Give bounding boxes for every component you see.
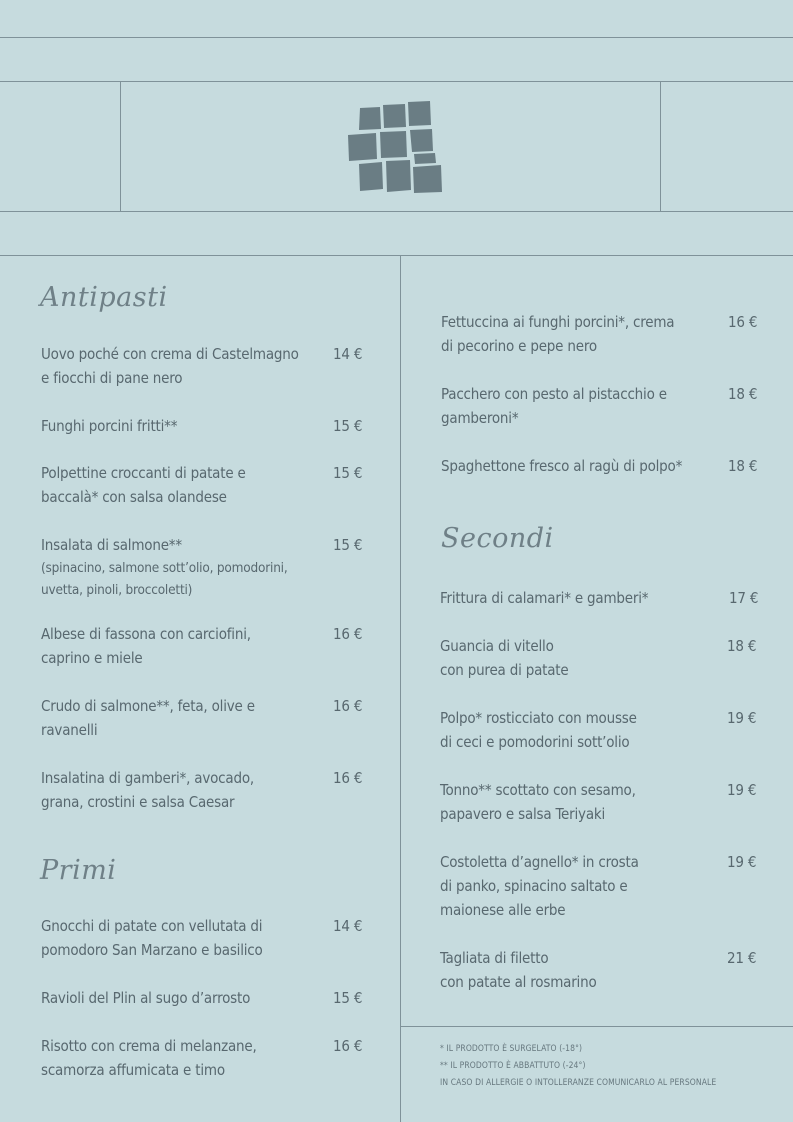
- menu-item-price: 16 €: [333, 769, 363, 787]
- menu-item-name: caprino e miele: [41, 649, 143, 667]
- menu-item-name: Pacchero con pesto al pistacchio e: [441, 385, 667, 403]
- menu-item-name: ravanelli: [41, 721, 98, 739]
- menu-item-price: 19 €: [727, 781, 757, 799]
- menu-item-name: Polpo* rosticciato con mousse: [440, 709, 637, 727]
- menu-item-name: Albese di fassona con carciofini,: [41, 625, 251, 643]
- menu-item-price: 18 €: [728, 457, 758, 475]
- menu-item-name: Crudo di salmone**, feta, olive e: [41, 697, 255, 715]
- menu-item-name: pomodoro San Marzano e basilico: [41, 941, 263, 959]
- menu-item-name: Spaghettone fresco al ragù di polpo*: [441, 457, 683, 475]
- menu-item-name: gamberoni*: [441, 409, 519, 427]
- menu-item-name: Fettuccina ai funghi porcini*, crema: [441, 313, 675, 331]
- menu-item-price: 17 €: [729, 589, 759, 607]
- menu-item-price: 16 €: [333, 697, 363, 715]
- menu-item-name: scamorza affumicata e timo: [41, 1061, 225, 1079]
- menu-item-name: papavero e salsa Teriyaki: [440, 805, 606, 823]
- menu-item-price: 15 €: [333, 989, 363, 1007]
- header-rule-2: [0, 81, 793, 82]
- menu-item-name: Ravioli del Plin al sugo d’arrosto: [41, 989, 251, 1007]
- header-divider-right: [660, 81, 661, 211]
- menu-item-name: Frittura di calamari* e gamberi*: [440, 589, 649, 607]
- header-rule-4: [0, 255, 793, 256]
- header-rule-top: [0, 37, 793, 38]
- section-title-antipasti: Antipasti: [40, 282, 168, 313]
- menu-item-name: Funghi porcini fritti**: [41, 417, 178, 435]
- menu-item-name: Costoletta d’agnello* in crosta: [440, 853, 639, 871]
- menu-item-name: baccalà* con salsa olandese: [41, 488, 227, 506]
- menu-item-name: di ceci e pomodorini sott’olio: [440, 733, 630, 751]
- footnote-allergies: IN CASO DI ALLERGIE O INTOLLERANZE COMUNICARLO AL PERSONALE: [440, 1078, 717, 1088]
- stone-mosaic-logo-icon: [346, 101, 444, 193]
- footnote-frozen: * IL PRODOTTO È SURGELATO (-18°): [440, 1044, 583, 1054]
- menu-item-price: 18 €: [727, 637, 757, 655]
- menu-item-note: (spinacino, salmone sott’olio, pomodorini,: [41, 560, 288, 576]
- menu-item-price: 14 €: [333, 917, 363, 935]
- menu-item-name: con purea di patate: [440, 661, 569, 679]
- menu-item-name: Guancia di vitello: [440, 637, 554, 655]
- menu-item-name: Insalata di salmone**: [41, 536, 182, 554]
- menu-item-price: 19 €: [727, 709, 757, 727]
- menu-item-price: 15 €: [333, 417, 363, 435]
- menu-item-name: Risotto con crema di melanzane,: [41, 1037, 257, 1055]
- menu-item-name: di panko, spinacino saltato e: [440, 877, 628, 895]
- menu-item-name: grana, crostini e salsa Caesar: [41, 793, 235, 811]
- allergen-footnotes: [440, 1041, 716, 1092]
- menu-item-price: 21 €: [727, 949, 757, 967]
- menu-item-price: 19 €: [727, 853, 757, 871]
- header-rule-3: [0, 211, 793, 212]
- menu-item-price: 15 €: [333, 536, 363, 554]
- menu-item-name: e fiocchi di pane nero: [41, 369, 183, 387]
- menu-item-price: 16 €: [333, 625, 363, 643]
- menu-item-name: Tagliata di filetto: [440, 949, 549, 967]
- column-divider: [400, 255, 401, 1122]
- header-divider-left: [120, 81, 121, 211]
- section-title-primi: Primi: [40, 855, 117, 886]
- menu-item-price: 16 €: [333, 1037, 363, 1055]
- section-title-secondi: Secondi: [441, 523, 554, 554]
- menu-item-name: di pecorino e pepe nero: [441, 337, 597, 355]
- menu-item-name: Polpettine croccanti di patate e: [41, 464, 246, 482]
- footnote-blast-chilled: ** IL PRODOTTO È ABBATTUTO (-24°): [440, 1061, 586, 1071]
- menu-item-price: 18 €: [728, 385, 758, 403]
- menu-item-name: maionese alle erbe: [440, 901, 566, 919]
- menu-item-price: 16 €: [728, 313, 758, 331]
- footnote-rule: [400, 1026, 793, 1027]
- menu-item-note: uvetta, pinoli, broccoletti): [41, 582, 193, 598]
- menu-item-name: Uovo poché con crema di Castelmagno: [41, 345, 299, 363]
- menu-item-price: 14 €: [333, 345, 363, 363]
- menu-item-name: Tonno** scottato con sesamo,: [440, 781, 636, 799]
- menu-item-name: Insalatina di gamberi*, avocado,: [41, 769, 254, 787]
- menu-item-name: Gnocchi di patate con vellutata di: [41, 917, 263, 935]
- menu-item-price: 15 €: [333, 464, 363, 482]
- menu-item-name: con patate al rosmarino: [440, 973, 597, 991]
